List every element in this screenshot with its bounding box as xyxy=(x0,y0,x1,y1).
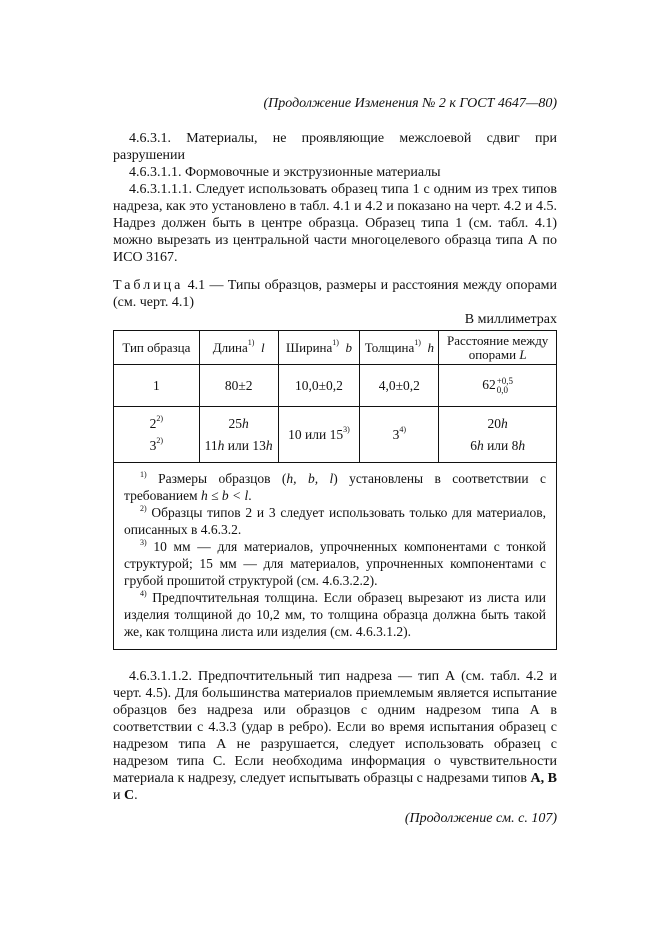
footnote-1: $^{1)}$ Размеры образцов (h, b, l) установлены в соответствии с требованием h ≤ b < l. xyxy=(124,469,546,503)
table-footnotes xyxy=(114,463,557,650)
header-thickness: Толщина$^{1)}$ h xyxy=(360,331,439,365)
table-row xyxy=(114,407,557,463)
cell-span-2-3: 20h 6h или 8h xyxy=(439,407,557,463)
paragraph-4-6-3-1-1-2: 4.6.3.1.1.2. Предпочтительный тип надреза — тип А (см. табл. 4.2 и черт. 4.5). Для большинства материалов приемлемым является испытание образцов без надреза или образцов с одним надрезом типа А в соответствии с 4.3.3 (удар в ребро). Если во время испытания образец с надрезом типа А не разрушается, следует использовать образец с надрезом типа С. Если необходима информация о чувствительности материала к надрезу, следует испытывать образцы с надрезами типов А, В и С. xyxy=(113,669,557,803)
header-type: Тип образца xyxy=(114,331,200,365)
table-caption-number: 4.1 xyxy=(187,278,206,293)
table-caption xyxy=(113,277,557,311)
footnote-2: $^{2)}$ Образцы типов 2 и 3 следует использовать только для материалов, описанных в 4.6.3.2. xyxy=(124,503,546,537)
specimen-table xyxy=(113,330,557,650)
table-row xyxy=(114,365,557,407)
paragraph-4-6-3-1-1-1: 4.6.3.1.1.1. Следует использовать образец типа 1 с одним из трех типов надреза, как это установлено в табл. 4.1 и 4.2 и показано на черт. 4.2 и 4.5. Надрез должен быть в центре образца. Образец типа 1 (см. табл. 4.1) можно вырезать из центральной части многоцелевого образца типа А по ИСО 3167. xyxy=(113,182,557,265)
table-caption-text: — Типы образцов, размеры и расстояния между опорами (см. черт. 4.1) xyxy=(113,278,558,310)
cell-thickness-2-3: 3$^{4)}$ xyxy=(360,407,439,463)
footnote-4: $^{4)}$ Предпочтительная толщина. Если образец вырезают из листа или изделия толщиной до 10,2 мм, то толщина образца должна быть такой же, как толщина листа или изделия (см. 4.6.3.1.2). xyxy=(124,588,546,639)
cell-length-1: 80±2 xyxy=(199,365,278,407)
cell-type-2-3: 2$^{2)}$ 3$^{2)}$ xyxy=(114,407,200,463)
footnote-3: $^{3)}$ 10 мм — для материалов, упрочненных компонентами с тонкой структурой; 15 мм — для материалов, упрочненных компонентами с грубой прошитой структурой (см. 4.6.3.2.2). xyxy=(124,537,546,588)
cell-width-2-3: 10 или 15$^{3)}$ xyxy=(278,407,360,463)
cell-thickness-1: 4,0±0,2 xyxy=(360,365,439,407)
cell-span-1: 62+0,5 0,0 xyxy=(439,365,557,407)
table-header-row xyxy=(114,331,557,365)
table-caption-label: Таблица xyxy=(113,278,184,293)
running-header: (Продолжение Изменения № 2 к ГОСТ 4647—80) xyxy=(263,96,557,111)
header-width: Ширина$^{1)}$ b xyxy=(278,331,360,365)
paragraph-4-6-3-1-1: 4.6.3.1.1. Формовочные и экструзионные материалы xyxy=(129,165,441,180)
continuation-note: (Продолжение см. с. 107) xyxy=(404,811,557,826)
cell-length-2-3: 25h 11h или 13h xyxy=(199,407,278,463)
paragraph-4-6-3-1: 4.6.3.1. Материалы, не проявляющие межслоевой сдвиг при разрушении xyxy=(113,131,557,163)
table-footnotes-row xyxy=(114,463,557,650)
header-length: Длина$^{1)}$ l xyxy=(199,331,278,365)
header-span: Расстояние между опорами L xyxy=(439,331,557,365)
cell-type-1: 1 xyxy=(114,365,200,407)
page xyxy=(113,92,557,827)
cell-width-1: 10,0±0,2 xyxy=(278,365,360,407)
units-note: В миллиметрах xyxy=(464,312,557,327)
